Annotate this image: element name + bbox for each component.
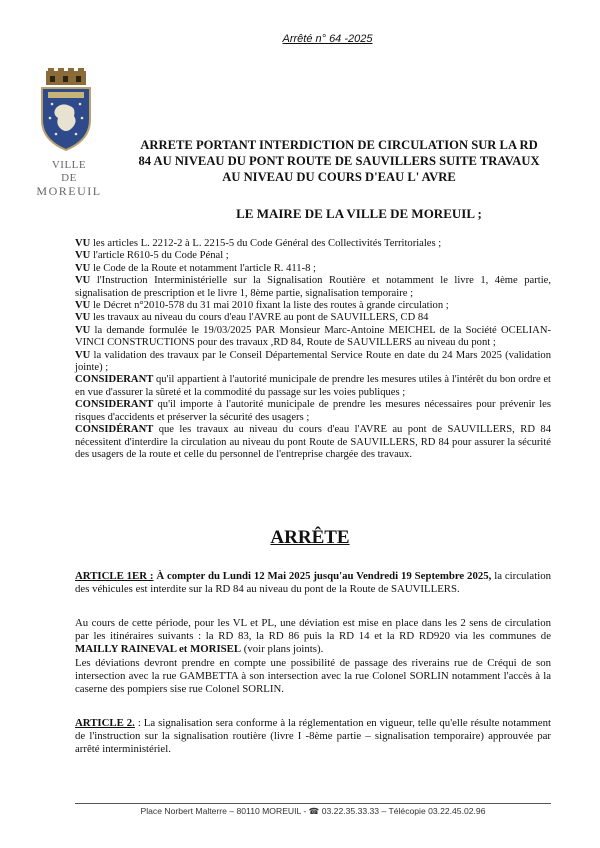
consideration-keyword: CONSIDÉRANT (75, 424, 154, 436)
consideration-text: que les travaux au niveau du cours d'eau l'AVRE au pont de SAUVILLERS, RD 84 nécessitent d'interdire la circulation au niveau du pont Route de SAUVILLERS, RD 84 pour assurer la sécurité des usagers de la route et celle du personnel de l'entreprise chargée des travaux. (75, 424, 551, 460)
consideration-keyword: VU (75, 300, 91, 312)
consideration-item (75, 374, 551, 399)
consideration-keyword: VU (75, 238, 91, 249)
consideration-item (75, 250, 551, 262)
consideration-text: l'article R610-5 du Code Pénal ; (90, 250, 229, 262)
article-2-text: : La signalisation sera conforme à la réglementation en vigueur, telle qu'elle résulte notamment de l'instruction sur la signalisation routière (livre I -8ème partie – signalisation temporaire) approuvée par arrêté interministériel. (75, 717, 551, 756)
title-line3: AU NIVEAU DU COURS D'EAU L' AVRE (222, 170, 456, 184)
arrete-number: Arrêté n° 64 -2025 (282, 33, 373, 45)
residents-access-text: Les déviations devront prendre en compte une possibilité de passage des riverains rue de Créqui de son intersection avec la rue GAMBETTA à son intersection avec la rue Colonel SORLIN notamment l'accès à la caserne des pompiers sise rue Colonel SORLIN. (75, 656, 551, 696)
article-1-dates: À compter du Lundi 12 Mai 2025 jusqu'au Vendredi 19 Septembre 2025, (153, 570, 492, 582)
consideration-keyword: CONSIDERANT (75, 399, 154, 411)
mayor-heading: LE MAIRE DE LA VILLE DE MOREUIL ; (236, 206, 482, 221)
article-1-paragraph (75, 570, 551, 596)
consideration-item (75, 263, 551, 275)
town-name-label (30, 159, 108, 198)
consideration-text: les articles L. 2212-2 à L. 2215-5 du Code Général des Collectivités Territoriales ; (90, 238, 442, 249)
deviation-text-after: (voir plans joints). (241, 643, 324, 656)
footer-address: Place Norbert Malterre – 80110 MOREUIL - (140, 806, 309, 816)
consideration-item (75, 424, 551, 461)
consideration-text: le Code de la Route et notamment l'article R. 411-8 ; (90, 262, 317, 274)
consideration-text: qu'il appartient à l'autorité municipale de prendre les mesures utiles à l'intérêt du bon ordre et en vue d'assurer la sûreté et la commodité du passage sur les voies publiques ; (75, 374, 551, 398)
consideration-keyword: VU (75, 312, 91, 324)
article-1-text: la circulation des véhicules est interdite sur la RD 84 au niveau du pont de la Route de SAUVILLERS. (75, 570, 551, 596)
consideration-keyword: VU (75, 349, 91, 361)
consideration-text: qu'il importe à l'autorité municipale de prendre les mesures nécessaires pour prévenir les risques d'accidents et préserver la sécurité des usagers ; (75, 399, 551, 423)
article-2-label: ARTICLE 2. (75, 717, 135, 729)
consideration-item (75, 325, 551, 350)
article-1 (75, 570, 551, 596)
deviation-paragraph (75, 617, 551, 696)
town-name-line1: VILLE (51, 159, 87, 171)
town-crest-logo (38, 68, 94, 152)
consideration-keyword: VU (75, 250, 91, 262)
document-title (112, 137, 566, 185)
article-1-label: ARTICLE 1ER : (75, 570, 154, 582)
consideration-keyword: CONSIDERANT (75, 374, 154, 386)
consideration-text: l'Instruction Interministérielle sur la Signalisation Routière et notamment le livre 1, 4ème partie, signalisation de prescription et le livre 1, 8ème partie, signalisation temporaire ; (75, 275, 551, 299)
consideration-item (75, 238, 551, 250)
consideration-item (75, 399, 551, 424)
consideration-item (75, 312, 551, 324)
deviation-communes: MAILLY RAINEVAL et MORISEL (75, 643, 242, 656)
consideration-text: les travaux au niveau du cours d'eau l'AVRE au pont de SAUVILLERS, CD 84 (90, 312, 429, 324)
consideration-item (75, 300, 551, 312)
considerations-list (75, 238, 551, 461)
consideration-item (75, 275, 551, 300)
phone-icon: ☎ (308, 806, 320, 816)
footer-contact (75, 806, 551, 817)
consideration-keyword: VU (75, 275, 91, 287)
title-line2: 84 AU NIVEAU DU PONT ROUTE DE SAUVILLERS SUITE TRAVAUX (138, 154, 540, 168)
footer-divider (75, 803, 551, 804)
consideration-item (75, 350, 551, 375)
title-line1: ARRETE PORTANT INTERDICTION DE CIRCULATION SUR LA RD (140, 138, 538, 152)
decree-heading: ARRÊTE (270, 527, 350, 548)
footer-phone: 03.22.35.33.33 – Télécopie 03.22.45.02.96 (319, 806, 486, 816)
consideration-text: la validation des travaux par le Conseil Départemental Service Route en date du 24 Mars 2025 (validation jointe) ; (75, 349, 551, 374)
deviation-text (75, 617, 551, 657)
consideration-text: le Décret n°2010-578 du 31 mai 2010 fixant la liste des routes à grande circulation ; (90, 300, 449, 312)
town-name-line2: DE (61, 172, 77, 184)
town-name-line3: MOREUIL (36, 184, 102, 198)
deviation-text-before: Au cours de cette période, pour les VL et PL, une déviation est mise en place dans les 2 sens de circulation par les itinéraires suivants : la RD 83, la RD 86 puis la RD 14 et la RD RD920 via les communes de (75, 617, 551, 643)
consideration-keyword: VU (75, 262, 91, 274)
consideration-keyword: VU (75, 324, 91, 336)
article-2 (75, 717, 551, 757)
consideration-text: la demande formulée le 19/03/2025 PAR Monsieur Marc-Antoine MEICHEL de la Société OCELIAN-VINCI CONSTRUCTIONS pour des travaux ,RD 84, Route de SAUVILLERS au niveau du pont ; (75, 324, 551, 349)
